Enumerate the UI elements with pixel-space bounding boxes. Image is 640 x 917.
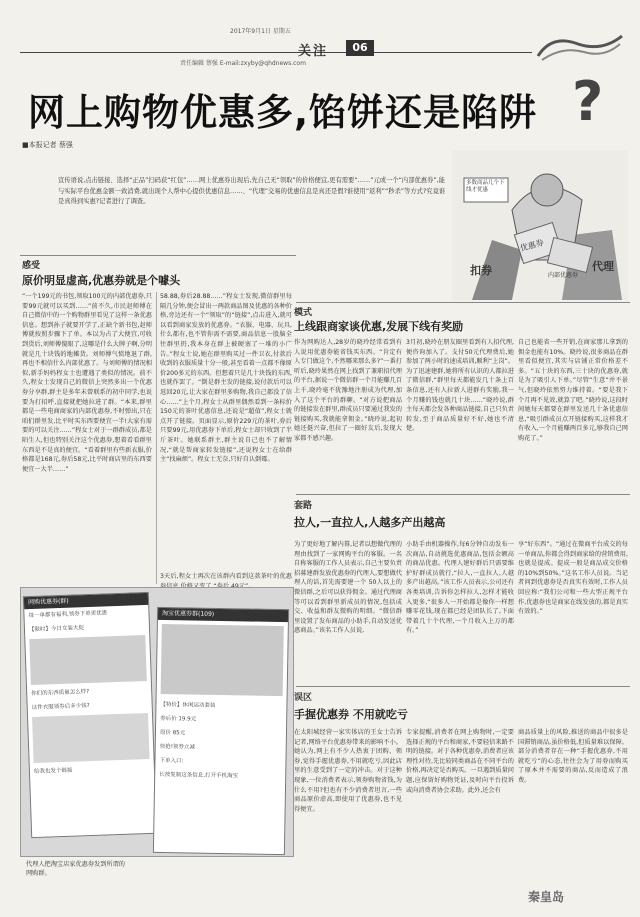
photo-caption: 代理人把淘宝店家优惠券发到所谓的网购群。	[26, 861, 125, 877]
chat-message: 原价 85元	[159, 729, 186, 737]
chat-message: 给我也发个链接	[33, 767, 73, 775]
chat-message: 这件衣服领券后多少钱?	[31, 703, 90, 712]
section4-title: 手握优惠券 不用就吃亏	[294, 708, 408, 721]
section1-rule	[20, 255, 296, 256]
section1-column-2: 58.88,券后28.88……”程女士发现,微信群里每隔几分钟,便会冒出一两款商品图及优惠的各种价格,旁边还有一个“领取”的“链接”,点击进入,就可以看到商家发放的优惠券。“衣服、电器、玩具,什么都有,也不管你需不需要,商品信息一股脑全往群里扔,我本身在群上被硬塞了一堆的小广告。”程女士说,她在群里购买过一件卫衣,付款后收到的衣服质量十分一般,甚至看着一点都不像原价200多元的东西。但想着只是几十块钱的东西,也就作罢了。“倒是群主发的链接,说付款后可以返回20元,让大家在群里多购物,我自己都没了信心……”上个月,程女士从群里偶然看到一条标价150元的茶叶优惠信息,还说是“超值”,程女士就点开了链接。页面显示,原价229元的茶叶,券后只要99元,用优惠券下单后,程女士却只收到了半斤茶叶。她联系群主,群主说自己也不了解情况,“就是帮商家转发链接”,还说程女士在给群主“找麻烦”。程女士无奈,只好自认倒霉。	[160, 293, 292, 464]
product-image	[29, 635, 147, 685]
phone1-title: 网购优惠券(群)	[24, 593, 148, 609]
chat-message: 【限时】今日女装大促	[28, 625, 85, 634]
product-image	[32, 713, 150, 763]
section2-column-1: 作为网购达人,28岁的晓玲经常看到有人说用优惠券能省钱买东西。“肯定有人专门做这个,不然哪来那么多?”一番打听后,晓玲果然在网上找到了兼职招代理的平台,据说一个微信群一个月能赚几百上千,晓玲毫不犹豫地注册成为代理,加入了这个平台的群聊。“对方说把商品的链接发在群里,群成员只要通过我发的链接购买,我就能拿佣金。”晓玲说,起初她还挺兴奋,但拉了一圈好友后,发现大家都不感兴趣。	[294, 339, 402, 442]
illus-label-agent: 代理	[592, 260, 614, 273]
newspaper-logo-icon	[532, 30, 628, 64]
section2-kicker: 模式	[294, 308, 313, 318]
phone-screen-1	[23, 592, 157, 838]
section1-kicker: 感受	[22, 261, 41, 271]
phone-screenshots-photo	[20, 587, 294, 857]
section2-column-3: 自己也能省一些开销,在商家那儿拿到的佣金也能有10%。晓玲说,很多商品在群里看似便宜,其实与店铺正常价格差不多。“五十块的东西,三十块的优惠券,就是为了吸引人下单。”尽管“生意”并不景气,但晓玲依然努力维持着。“要是我下个月再不见效,就算了吧。”晓玲说,这段时间她每天都要在群里发送几十条优惠信息,“吸引群成员点开链接购买,这样我才有收入,一个月能赚两百多元,够我自己网购花了。”	[518, 339, 628, 442]
byline: ■本报记者 蔡强	[22, 141, 73, 149]
section-label: 关注	[298, 44, 329, 59]
lead-paragraph: 宣传语说,点击链接、选择“正品”扫码获“红包”……网上优惠券出现后,先自己无“领取”的价格便宜,更有需要“……”元或一个“内部优惠券”,能与实际平台优惠金额一致消费,就出现个人帮中心提供优惠信息……、“代理”交易的优惠信息是真还是假?谁使用“返利”“秒杀”等方式?究竟谁是真得到实惠?记者进行了调查。	[58, 177, 446, 205]
chat-message: 快抢!领券立减	[159, 743, 195, 751]
chat-message: 你们的东西质量怎么样?	[31, 689, 90, 698]
section4-kicker: 误区	[294, 693, 313, 703]
chat-message: 每一单都有福利,领券下单更优惠	[28, 610, 108, 620]
section3-kicker: 套路	[294, 501, 313, 511]
section4-column-1: 在太阳城经营一家实体店的王女士告诉记者,网络平台优惠券带来的影响不小。她认为,网上有不少人热衷于团购、领券,觉得手握优惠券,不用就吃亏,因此店里的生意受到了一定的冲击。对于这种现象,一位消费者表示,领券购物省钱,为什么不用?但也有不少消费者坦言,一些商品原价虚高,即使用了优惠券,也不见得便宜。	[294, 729, 402, 813]
question-mark-graphic: ?	[572, 70, 604, 133]
column-divider	[156, 292, 157, 584]
editor-line: 责任编辑 蔡强 E-mail:zxyby@qhdnews.com	[180, 60, 306, 67]
chat-message: 长按复制这条信息,打开手机淘宝	[159, 771, 239, 780]
section4-column-3: 商品质量上的风险,推送的商品中很多是国滞销商品,虽价格低,但质量难以保障。部分消费者存在一种“手握优惠券,不用就吃亏”的心态,往往会为了用券而购买了原本并不需要的商品,反而造成了浪费。	[518, 729, 628, 784]
section2-rule	[296, 302, 630, 303]
section3-column-2: 小助手由机器操作,每6分钟自动发布一次商品,自动挑选优惠商品,包括金额高的商品优惠。代理人建好群后只需要维护好群成员就行,“拉人,一直拉人,人越多产出越高。”该工作人员表示,公司还有各类培训,告诉你怎样拉人,怎样才能收入更多,“很多人一开始都是像你一样想赚零花钱,现在都已经是团队长了,下面带着几十个代理,一个月收入上万的都有。”	[406, 541, 514, 635]
phone2-title: 淘宝优惠券群(109)	[158, 608, 288, 622]
section1-title: 原价明显虚高,优惠券就是个噱头	[22, 274, 181, 287]
illus-label-downline: 多数商品几个下线才优惠	[466, 180, 505, 193]
illus-label-inner-coupon: 内部优惠券	[548, 272, 579, 279]
section2-column-2: 3月初,晓玲在朋友圈里看到有人招代理,便咨询加入了。支付50元代理费后,她参加了两小时的速成培训,顺利“上岗”。为了迅速建群,她将所有认识的人都拉进了微信群,“群里每天都能发几十条上百条信息,还有人拉新人进群有奖励,我一个月赚的钱也就几十块……”晓玲说,群主每天都会发各种商品链接,自己只负责转发,至于商品质量好不好,她也不清楚。	[406, 339, 514, 433]
phone-screen-2	[153, 607, 289, 855]
watermark: 秦皇岛	[528, 890, 565, 904]
page-title: 网上购物优惠多,馅饼还是陷阱	[28, 91, 538, 134]
section4-rule	[296, 686, 630, 687]
header-rule	[20, 52, 532, 53]
product-image	[161, 624, 284, 696]
illus-label-coupon: 优惠券	[519, 238, 545, 253]
illus-label-deduct: 扣券	[470, 264, 492, 277]
section3-column-3: 享“好东西”。“通过在微商平台成交的每一单商品,你都会得到商家给的营销费用,也就是提成。提成一般是商品成交价格的10%到50%。”这名工作人员说。当记者问到优惠券是否真实有效时,工作人员回应称:“我们公司和一些大型正规平台作,优惠券也是商家在线发放的,都是真实有效的。”	[518, 541, 628, 616]
section1-column-2-end: 3天后,程女士再次在该群内看到这款茶叶的优惠	[160, 573, 292, 580]
section1-column-1: “一个199元的书包,领取100元的内部优惠券,只要99元就可以买到……”前不久,市民赵师傅在自己微信中的一个购物群里看见了这样一条优惠信息。想到孙子就要开学了,正缺个新书包,赵师傅就按照步骤下了单。本以为占了大便宜,可收到货后,刘师傅傻眼了,这哪是什么大牌子啊,分明就是几十块钱的地摊货。刘师傅气愤地退了群,再也不相信什么内部优惠了。与刘师傅的情况相似,新手妈妈程女士也遭遇了类似的情况。前不久,程女士发现自己的微信上突然多出一个优惠券分享群,群主是多年未曾联系的初中同学,也说要为打招呼,直接就把她拉进了群。“本来,群里都是一些电商商家的内部优惠券,不时弹出,只在咱们群里发,比平时买东西要便宜一半!大家有需要的可以关注……”程女士对于一群群成员,都是陌生人,但也特别关注这个优惠券,想着看看群里东西是不是真的便宜。“看着群里有些新衣服,价格都是168元,券后58元,比平时商店里的东西要便宜一大半……”	[22, 293, 152, 473]
section3-column-1: 为了更好地了解内幕,记者以想做代理的理由找到了一家网购平台的客服。一名自称客服的工作人员表示,自己主要负责招募建群发放优惠券的代理人,要想做代理人的话,首先需要建一个 50人以上的微信群,之后可以获得佣金。通过代理商等可以看到群里新成员的情况,包括成交、收益和群友微购的明细。“微信群里设置了发布商品的小助手,自动发送优惠商品。”该名工作人员说,	[294, 541, 402, 635]
chat-message: 【特价】休闲运动套装	[160, 701, 216, 709]
section4-column-2: 专家提醒,消费者在网上购物时,一定要选择正规的平台和商家,不要轻信来路不明的链接。对于各种优惠券,消费者应该理性对待,先比较同类商品在不同平台的价格,再决定是否购买。一旦遇到质量问题,应保留好购物凭证,及时向平台投诉或向消费者协会求助。此外,还会有	[406, 729, 514, 794]
chat-message: 下单入口:	[159, 757, 184, 765]
section2-title: 上线跟商家谈优惠,发展下线有奖励	[294, 320, 464, 333]
section3-rule	[296, 494, 630, 495]
page-number: 06	[346, 40, 374, 56]
date-line: 2017年9月1日 星期五	[230, 28, 291, 35]
chat-message: 券后价 19.9元	[160, 715, 197, 723]
section3-title: 拉人,一直拉人,人越多产出越高	[294, 516, 446, 529]
